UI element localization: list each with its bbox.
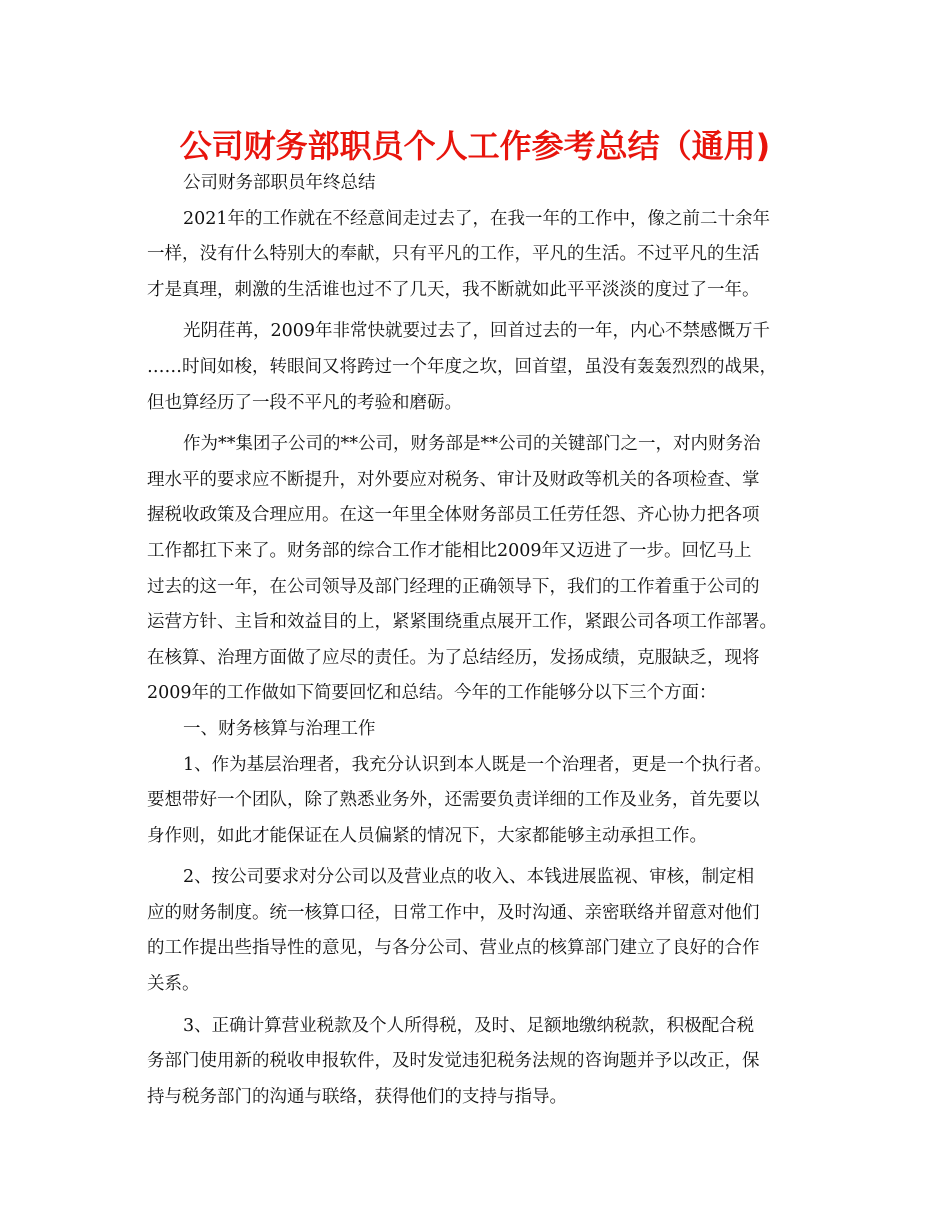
section-heading: 一、财务核算与治理工作	[183, 718, 376, 739]
paragraph-line: 3、正确计算营业税款及个人所得税，及时、足额地缴纳税款，积极配合税	[183, 1015, 755, 1036]
paragraph-line: 工作都扛下来了。财务部的综合工作才能相比2009年又迈进了一步。回忆马上	[147, 540, 752, 561]
subtitle-line: 公司财务部职员年终总结	[183, 173, 376, 193]
paragraph-line: 理水平的要求应不断提升，对外要应对税务、审计及财政等机关的各项检查、掌	[147, 469, 760, 490]
paragraph-line: 握税收政策及合理应用。在这一年里全体财务部员工任劳任怨、齐心协力把各项	[147, 505, 760, 526]
paragraph-line: ……时间如梭，转眼间又将跨过一个年度之坎，回首望，虽没有轰轰烈烈的战果，	[147, 356, 777, 377]
paragraph-line: 的工作提出些指导性的意见，与各分公司、营业点的核算部门建立了良好的合作	[147, 938, 760, 959]
paragraph-line: 运营方针、主旨和效益目的上，紧紧围绕重点展开工作，紧跟公司各项工作部署。	[147, 612, 777, 633]
paragraph-line: 一样，没有什么特别大的奉献，只有平凡的工作，平凡的生活。不过平凡的生活	[147, 244, 760, 265]
paragraph-line: 身作则，如此才能保证在人员偏紧的情况下，大家都能够主动承担工作。	[147, 825, 707, 846]
paragraph-line: 过去的这一年，在公司领导及部门经理的正确领导下，我们的工作着重于公司的	[147, 576, 760, 597]
paragraph-line: 2、按公司要求对分公司以及营业点的收入、本钱进展监视、审核，制定相	[183, 867, 755, 888]
paragraph-line: 才是真理，刺激的生活谁也过不了几天，我不断就如此平平淡淡的度过了一年。	[147, 279, 760, 300]
paragraph-line: 2009年的工作做如下简要回忆和总结。今年的工作能够分以下三个方面：	[147, 683, 717, 704]
document-body	[147, 166, 807, 1115]
paragraph-line: 持与税务部门的沟通与联络，获得他们的支持与指导。	[147, 1086, 567, 1107]
paragraph-line: 在核算、治理方面做了应尽的责任。为了总结经历，发扬成绩，克服缺乏，现将	[147, 647, 760, 668]
paragraph-line: 关系。	[147, 974, 200, 995]
paragraph-line: 但也算经历了一段不平凡的考验和磨砺。	[147, 392, 462, 413]
paragraph-line: 应的财务制度。统一核算口径，日常工作中，及时沟通、亲密联络并留意对他们	[147, 902, 760, 923]
paragraph-line: 要想带好一个团队，除了熟悉业务外，还需要负责详细的工作及业务，首先要以	[147, 790, 760, 811]
paragraph-line: 务部门使用新的税收申报软件，及时发觉违犯税务法规的咨询题并予以改正，保	[147, 1051, 760, 1072]
paragraph-line: 1、作为基层治理者，我充分认识到本人既是一个治理者，更是一个执行者。	[183, 754, 772, 775]
document-title: 公司财务部职员个人工作参考总结（通用)	[179, 127, 771, 165]
paragraph-line: 光阴荏苒，2009年非常快就要过去了，回首过去的一年，内心不禁感慨万千	[183, 321, 771, 342]
paragraph-line: 2021年的工作就在不经意间走过去了，在我一年的工作中，像之前二十余年	[183, 208, 771, 229]
paragraph-line: 作为**集团子公司的**公司，财务部是**公司的关键部门之一，对内财务治	[183, 434, 761, 455]
